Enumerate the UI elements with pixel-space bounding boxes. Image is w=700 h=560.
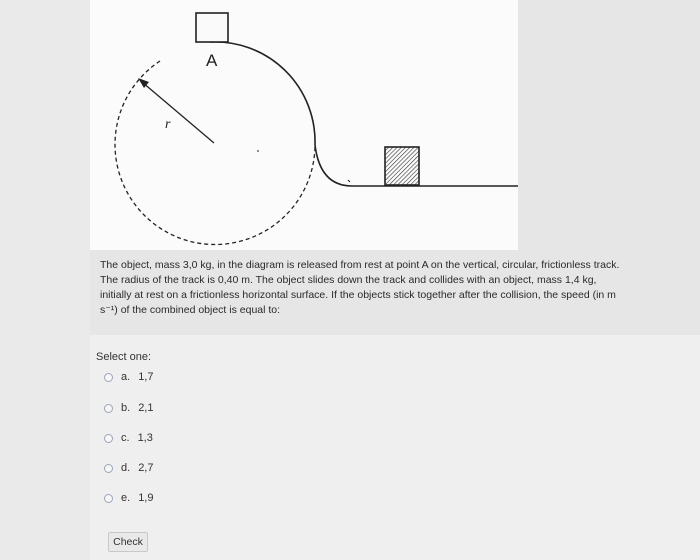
check-button[interactable]: Check [108, 532, 148, 552]
option-value: 1,3 [137, 432, 153, 444]
option-a[interactable] [104, 369, 153, 385]
physics-diagram [90, 0, 518, 250]
radio-icon[interactable] [104, 404, 113, 413]
option-value: 2,1 [138, 402, 154, 414]
radius-label: r [165, 117, 171, 132]
track-tick [348, 180, 350, 182]
object-a [196, 13, 228, 42]
option-letter: d. [121, 462, 131, 474]
option-letter: e. [121, 492, 131, 504]
radio-icon[interactable] [104, 373, 113, 382]
question-text: The object, mass 3,0 kg, in the diagram is released from rest at point A on the vertical, circular, frictionless track. The radius of the track is 0,40 m. The object slides down the track and collides with an object, mass 1,4 kg, initially at rest on a frictionless horizontal surface. If the objects stick together after the collision, the speed (in m s⁻¹) of the combined object is equal to: [100, 259, 620, 316]
select-one-label: Select one: [96, 351, 152, 363]
answer-area [90, 335, 700, 560]
radius-line [142, 82, 214, 143]
object-b [385, 147, 419, 185]
radio-icon[interactable] [104, 464, 113, 473]
option-letter: c. [121, 432, 130, 444]
option-b[interactable] [104, 400, 153, 416]
option-d[interactable] [104, 460, 153, 476]
radio-icon[interactable] [104, 434, 113, 443]
radio-icon[interactable] [104, 494, 113, 503]
diagram-svg [90, 0, 518, 250]
dashed-track-arc [115, 61, 315, 245]
track-transition [315, 145, 352, 186]
option-letter: b. [121, 402, 131, 414]
option-value: 1,9 [138, 492, 154, 504]
option-letter: a. [121, 371, 131, 383]
solid-track-arc [210, 42, 315, 145]
point-a-label: A [206, 51, 218, 70]
option-c[interactable] [104, 430, 153, 446]
option-value: 2,7 [138, 462, 154, 474]
page-margin [0, 0, 90, 560]
option-value: 1,7 [138, 371, 154, 383]
option-e[interactable] [104, 490, 153, 506]
